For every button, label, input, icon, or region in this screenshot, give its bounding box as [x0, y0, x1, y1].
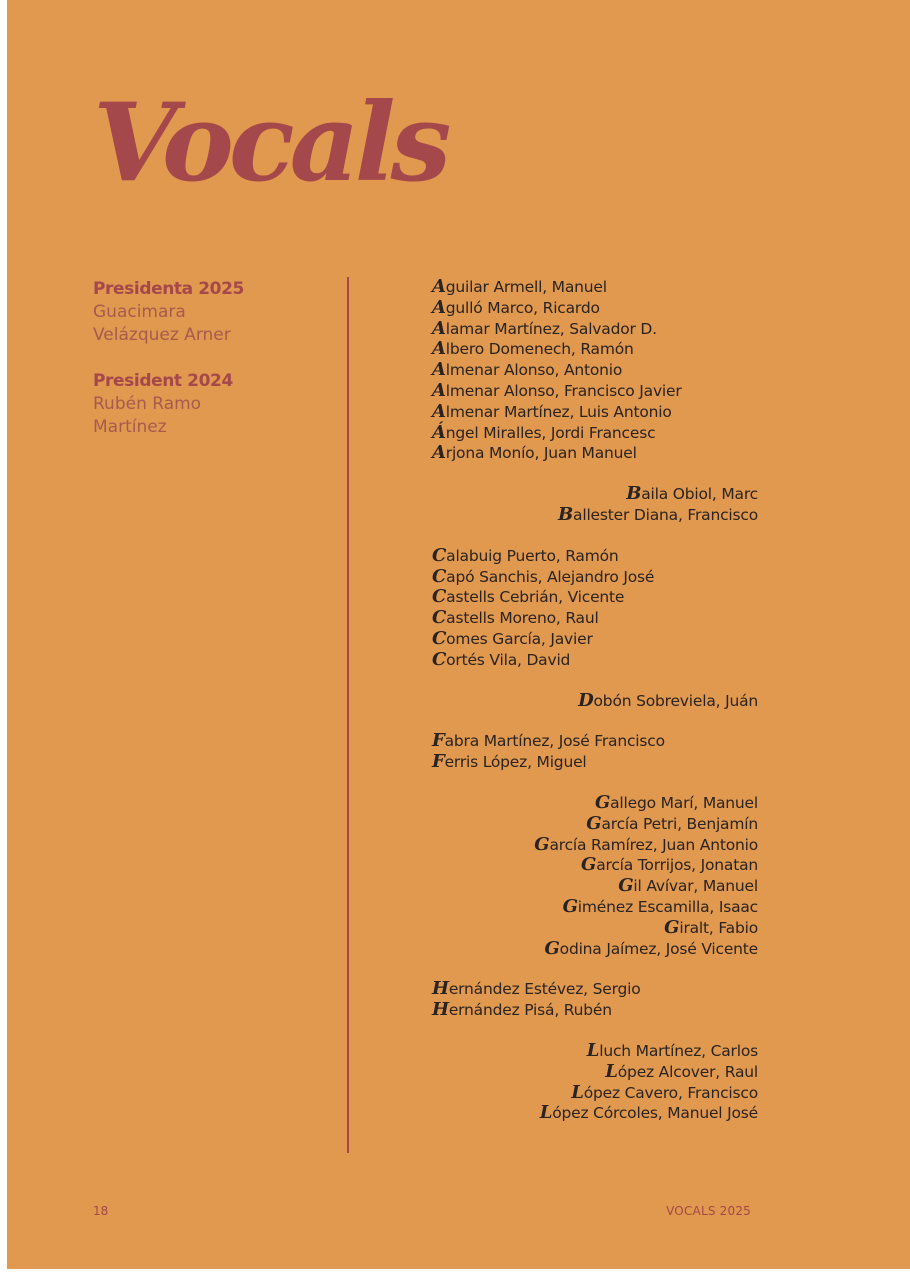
member-name [432, 814, 758, 835]
page-title: Vocals [93, 80, 447, 206]
member-name-text: ópez Alcover, Raul [617, 1062, 758, 1081]
member-name [432, 650, 758, 671]
member-name-text: abra Martínez, José Francisco [444, 732, 665, 751]
member-name [432, 277, 758, 298]
member-name [432, 855, 758, 876]
member-initial: B [558, 503, 574, 525]
page [7, 0, 910, 1269]
member-name [432, 608, 758, 629]
member-initial: A [432, 379, 446, 401]
member-name-text: lamar Martínez, Salvador D. [445, 319, 657, 338]
member-name-text: astells Cebrián, Vicente [446, 588, 625, 607]
member-name [432, 443, 758, 464]
president-name-line: Velázquez Arner [93, 325, 231, 345]
member-group [432, 1041, 758, 1124]
member-name-text: lmenar Martínez, Luis Antonio [445, 402, 672, 421]
member-name [432, 339, 758, 360]
member-name-text: arcía Ramírez, Juan Antonio [549, 835, 758, 854]
member-initial: A [432, 359, 446, 381]
member-name-text: obón Sobreviela, Juán [593, 691, 758, 710]
member-initial: C [432, 565, 447, 587]
member-group [432, 691, 758, 712]
member-initial: A [432, 317, 446, 339]
member-initial: F [432, 730, 445, 752]
member-name [432, 360, 758, 381]
member-name [432, 731, 758, 752]
member-name-text: lmenar Alonso, Antonio [445, 361, 623, 380]
presidents-column [93, 278, 333, 462]
member-name-text: ernández Pisá, Rubén [448, 1001, 612, 1020]
member-initial: G [594, 791, 611, 813]
member-name [432, 876, 758, 897]
member-initial: A [432, 442, 446, 464]
member-initial: A [432, 400, 446, 422]
member-name-text: ngel Miralles, Jordi Francesc [445, 423, 656, 442]
member-name-text: odina Jaímez, José Vicente [559, 939, 758, 958]
member-initial: G [586, 812, 602, 834]
member-name [432, 691, 758, 712]
member-initial: A [432, 338, 446, 360]
member-initial: G [534, 833, 550, 855]
member-name-text: omes García, Javier [446, 629, 593, 648]
member-name [432, 567, 758, 588]
member-initial: B [626, 483, 642, 505]
member-name-text: luch Martínez, Carlos [599, 1041, 758, 1060]
member-initial: C [432, 544, 447, 566]
member-group [432, 979, 758, 1021]
member-initial: C [432, 607, 447, 629]
member-name-text: erris López, Miguel [444, 753, 587, 772]
president-name-line: Rubén Ramo [93, 394, 202, 414]
member-name-text: allego Marí, Manuel [610, 793, 758, 812]
member-name [432, 381, 758, 402]
member-name-text: alabuig Puerto, Ramón [446, 546, 619, 565]
member-name-text: lbero Domenech, Ramón [445, 340, 634, 359]
member-name [432, 319, 758, 340]
member-name [432, 1062, 758, 1083]
member-name-text: ortés Vila, David [446, 650, 571, 669]
page-number: 18 [93, 1204, 109, 1218]
member-initial: L [539, 1102, 553, 1124]
member-name-text: iménez Escamilla, Isaac [577, 897, 758, 916]
member-group [432, 546, 758, 671]
member-name-text: arcía Torrijos, Jonatan [596, 856, 758, 875]
member-group [432, 731, 758, 773]
member-name [432, 1041, 758, 1062]
member-name-text: apó Sanchis, Alejandro José [446, 567, 655, 586]
member-initial: H [432, 999, 449, 1021]
member-initial: D [578, 689, 594, 711]
member-initial: G [618, 875, 634, 897]
member-name [432, 979, 758, 1000]
member-group [432, 793, 758, 959]
member-group [432, 484, 758, 526]
member-name-text: il Avívar, Manuel [633, 877, 758, 896]
member-name [432, 587, 758, 608]
member-name-text: iralt, Fabio [679, 918, 758, 937]
member-initial: A [432, 296, 446, 318]
member-name-text: arcía Petri, Benjamín [601, 814, 758, 833]
member-name-text: ópez Cavero, Francisco [583, 1083, 758, 1102]
president-2024-block [93, 370, 333, 439]
member-name [432, 1000, 758, 1021]
member-name-text: rjona Monío, Juan Manuel [445, 444, 637, 463]
member-initial: A [432, 276, 446, 297]
member-name [432, 505, 758, 526]
member-initial: L [586, 1039, 600, 1061]
member-name [432, 918, 758, 939]
member-initial: G [664, 916, 680, 938]
member-initial: C [432, 627, 447, 649]
member-group [432, 277, 758, 464]
president-name-line: Guacimara [93, 302, 186, 322]
member-name [432, 546, 758, 567]
running-title: VOCALS 2025 [666, 1204, 751, 1218]
member-name-text: guilar Armell, Manuel [445, 278, 607, 296]
member-initial: G [544, 937, 560, 959]
president-name-line: Martínez [93, 417, 167, 437]
member-name [432, 298, 758, 319]
member-initial: H [432, 978, 449, 1000]
member-initial: L [605, 1060, 618, 1082]
member-name [432, 423, 758, 444]
member-name [432, 1083, 758, 1104]
president-2025-block [93, 278, 333, 347]
member-initial: G [581, 854, 597, 876]
member-initial: G [562, 895, 578, 917]
member-initial: Á [432, 421, 446, 443]
member-initial: F [432, 751, 445, 773]
column-divider [347, 277, 349, 1153]
member-name [432, 939, 758, 960]
member-name [432, 897, 758, 918]
member-name [432, 793, 758, 814]
president-label: President 2024 [93, 371, 233, 391]
member-name [432, 484, 758, 505]
member-name [432, 402, 758, 423]
member-name [432, 835, 758, 856]
member-name-text: lmenar Alonso, Francisco Javier [445, 381, 682, 400]
member-initial: L [571, 1081, 584, 1103]
member-name-text: gulló Marco, Ricardo [445, 298, 600, 317]
member-name [432, 752, 758, 773]
president-label: Presidenta 2025 [93, 279, 244, 299]
member-name-text: aila Obiol, Marc [641, 485, 758, 504]
member-name-text: astells Moreno, Raul [446, 609, 599, 628]
member-name [432, 629, 758, 650]
member-name [432, 1103, 758, 1124]
member-initial: C [432, 648, 447, 670]
member-initial: C [432, 586, 447, 608]
member-name-text: ópez Córcoles, Manuel José [552, 1104, 758, 1123]
member-name-text: ernández Estévez, Sergio [448, 980, 641, 999]
members-list [432, 277, 758, 1144]
member-name-text: allester Diana, Francisco [573, 505, 758, 524]
